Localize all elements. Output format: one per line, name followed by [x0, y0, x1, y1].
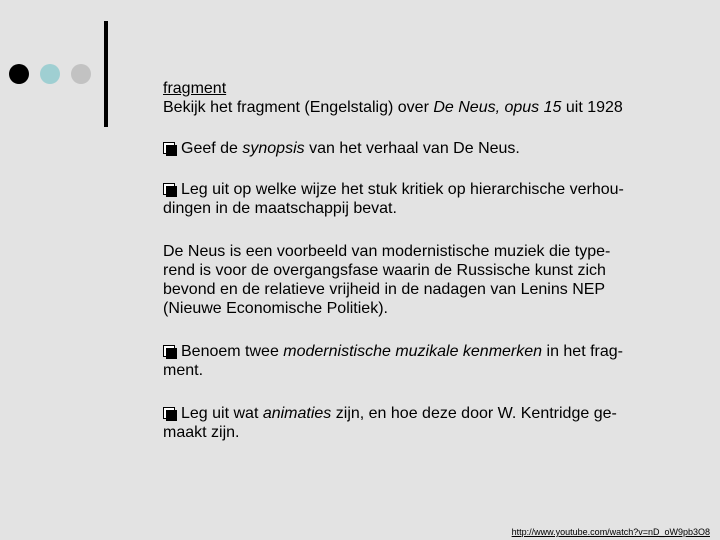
- checkbox-bullet-icon: [163, 183, 175, 195]
- question-3: [163, 342, 693, 380]
- q4-em: animaties: [262, 405, 332, 422]
- bullet-dot-black: [9, 64, 29, 84]
- youtube-link[interactable]: http://www.youtube.com/watch?v=nD_oW9pb3O8: [511, 527, 710, 537]
- intro-text: Bekijk het fragment (Engelstalig) over: [163, 99, 434, 116]
- checkbox-bullet-icon: [163, 345, 175, 357]
- question-1: [163, 139, 693, 158]
- slide-content: [163, 79, 693, 442]
- intro-title: De Neus, opus 15: [433, 99, 562, 116]
- checkbox-bullet-icon: [163, 407, 175, 419]
- checkbox-bullet-icon: [163, 142, 175, 154]
- q3-line2: ment.: [163, 362, 204, 379]
- para-line3: bevond en de relatieve vrijheid in de nadagen van Lenins NEP: [163, 281, 606, 298]
- q3-post: in het frag-: [542, 343, 623, 360]
- fragment-line: [163, 79, 693, 98]
- q2-line1: Leg uit op welke wijze het stuk kritiek op hierarchische verhou-: [181, 181, 624, 198]
- q2-line2: dingen in de maatschappij bevat.: [163, 200, 397, 217]
- bullet-dot-grey: [71, 64, 91, 84]
- q4-post: zijn, en hoe deze door W. Kentridge ge-: [331, 405, 617, 422]
- para-line4: (Nieuwe Economische Politiek).: [163, 300, 388, 317]
- q4-pre: Leg uit wat: [181, 405, 263, 422]
- q3-pre: Benoem twee: [181, 343, 284, 360]
- q3-em: modernistische muzikale kenmerken: [283, 343, 543, 360]
- q1-em: synopsis: [242, 140, 305, 157]
- para-line2: rend is voor de overgangsfase waarin de Russische kunst zich: [163, 262, 606, 279]
- q1-pre: Geef de: [181, 140, 243, 157]
- fragment-link[interactable]: fragment: [163, 80, 227, 97]
- para-line1: De Neus is een voorbeeld van modernistische muziek die type-: [163, 243, 611, 260]
- intro-line: [163, 98, 693, 117]
- bullet-dot-teal: [40, 64, 60, 84]
- q4-line2: maakt zijn.: [163, 424, 240, 441]
- context-paragraph: [163, 242, 693, 318]
- question-4: [163, 404, 693, 442]
- divider-line: [104, 21, 108, 127]
- q1-post: van het verhaal van De Neus.: [304, 140, 520, 157]
- question-2: [163, 180, 693, 218]
- intro-year: uit 1928: [561, 99, 623, 116]
